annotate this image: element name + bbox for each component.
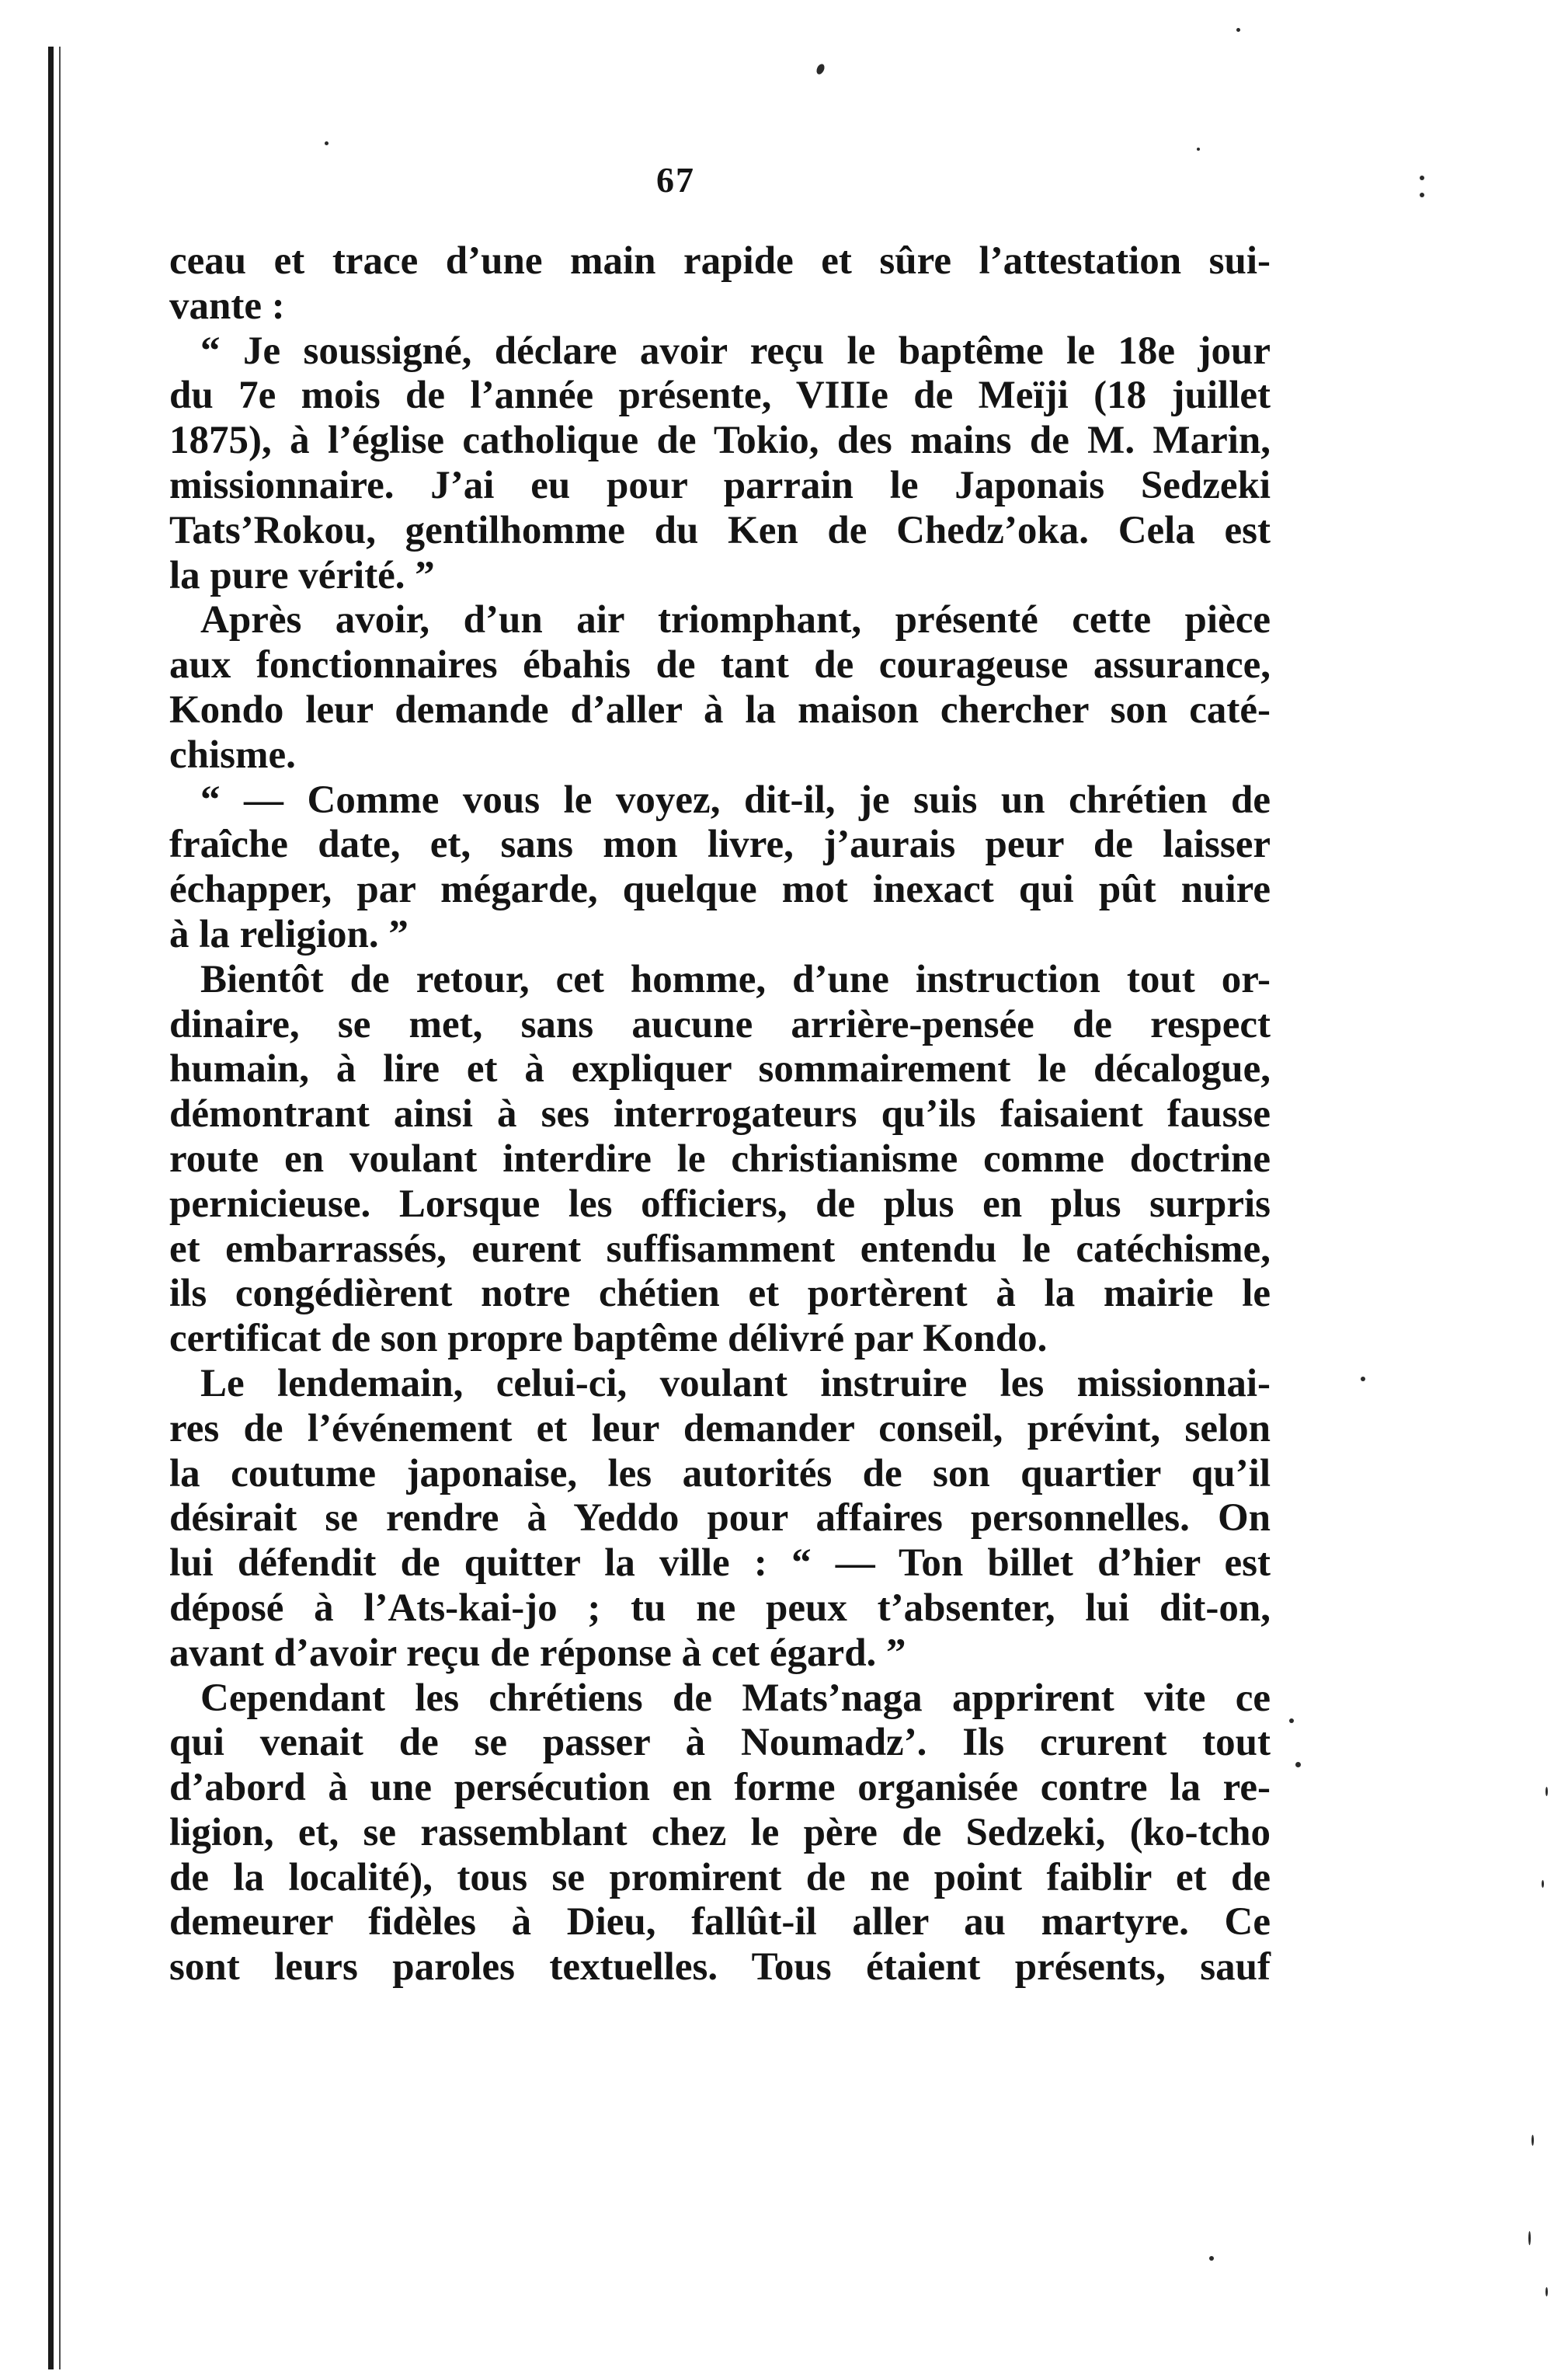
- text-line: Kondo leur demande d’aller à la maison chercher son caté-: [169, 688, 1271, 732]
- scan-speck: [1361, 1377, 1365, 1381]
- text-line: dinaire, se met, sans aucune arrière-pensée de respect: [169, 1002, 1271, 1046]
- scan-speck: [1528, 2231, 1531, 2245]
- scan-speck: [1236, 28, 1240, 32]
- text-line: “ — Comme vous le voyez, dit-il, je suis un chrétien de: [200, 778, 1271, 822]
- text-line: fraîche date, et, sans mon livre, j’aurais peur de laisser: [169, 823, 1271, 867]
- text-line: res de l’événement et leur demander conseil, prévint, selon: [169, 1406, 1271, 1450]
- scan-speck: [1295, 1762, 1301, 1767]
- text-line: à la religion. ”: [169, 912, 409, 956]
- scan-speck: [1420, 176, 1424, 180]
- binding-edge-rule-thin: [59, 47, 61, 2369]
- scan-speck: [1420, 193, 1424, 197]
- text-line: ligion, et, se rassemblant chez le père de Sedzeki, (ko-tcho: [169, 1810, 1271, 1854]
- scan-speck: [1289, 1718, 1294, 1723]
- text-line: vante :: [169, 284, 285, 328]
- text-line: échapper, par mégarde, quelque mot inexact qui pût nuire: [169, 868, 1271, 912]
- text-line: Le lendemain, celui-ci, voulant instruire les missionnai-: [200, 1361, 1271, 1405]
- text-line: pernicieuse. Lorsque les officiers, de plus en plus surpris: [169, 1182, 1271, 1226]
- text-line: d’abord à une persécution en forme organisée contre la re-: [169, 1766, 1271, 1810]
- scan-speck: [1209, 2256, 1214, 2261]
- text-line: ils congédièrent notre chétien et portèrent à la mairie le: [169, 1272, 1271, 1316]
- scan-speck: [1545, 1787, 1548, 1796]
- text-line: du 7e mois de l’année présente, VIIIe de Meïji (18 juillet: [169, 374, 1271, 418]
- text-line: de la localité), tous se promirent de ne point faiblir et de: [169, 1855, 1271, 1899]
- text-line: certificat de son propre baptême délivré par Kondo.: [169, 1317, 1048, 1361]
- scan-speck: [1531, 2135, 1534, 2146]
- text-line: Cependant les chrétiens de Mats’naga apprirent vite ce: [200, 1676, 1271, 1720]
- text-line: “ Je soussigné, déclare avoir reçu le baptême le 18e jour: [200, 329, 1271, 373]
- text-line: la coutume japonaise, les autorités de son quartier qu’il: [169, 1451, 1271, 1495]
- text-line: missionnaire. J’ai eu pour parrain le Japonais Sedzeki: [169, 463, 1271, 507]
- text-line: sont leurs paroles textuelles. Tous étaient présents, sauf: [169, 1945, 1271, 1990]
- text-line: la pure vérité. ”: [169, 553, 435, 597]
- scan-speck: [1542, 1880, 1544, 1888]
- body-text: [169, 239, 1271, 1990]
- text-line: avant d’avoir reçu de réponse à cet égard. ”: [169, 1631, 906, 1675]
- text-line: lui défendit de quitter la ville : “ — Ton billet d’hier est: [169, 1541, 1271, 1586]
- text-line: route en voulant interdire le christianisme comme doctrine: [169, 1137, 1271, 1181]
- text-line: humain, à lire et à expliquer sommairement le décalogue,: [169, 1047, 1271, 1091]
- text-line: chisme.: [169, 733, 296, 777]
- binding-edge-rule: [48, 47, 54, 2369]
- scan-speck: [815, 63, 826, 75]
- text-line: Après avoir, d’un air triomphant, présenté cette pièce: [200, 598, 1271, 642]
- scan-speck: [1197, 148, 1200, 151]
- text-line: désirait se rendre à Yeddo pour affaires personnelles. On: [169, 1496, 1271, 1541]
- scan-speck: [1545, 2287, 1548, 2296]
- text-line: aux fonctionnaires ébahis de tant de courageuse assurance,: [169, 643, 1271, 688]
- scan-speck: [325, 141, 329, 145]
- page-number: 67: [656, 160, 695, 200]
- text-line: Bientôt de retour, cet homme, d’une instruction tout or-: [200, 957, 1271, 1001]
- text-line: et embarrassés, eurent suffisamment entendu le catéchisme,: [169, 1227, 1271, 1271]
- text-line: 1875), à l’église catholique de Tokio, des mains de M. Marin,: [169, 419, 1271, 463]
- text-line: démontrant ainsi à ses interrogateurs qu’ils faisaient fausse: [169, 1092, 1271, 1137]
- text-line: déposé à l’Ats-kai-jo ; tu ne peux t’absenter, lui dit-on,: [169, 1586, 1271, 1630]
- text-line: Tats’Rokou, gentilhomme du Ken de Chedz’oka. Cela est: [169, 508, 1271, 552]
- text-line: ceau et trace d’une main rapide et sûre l’attestation sui-: [169, 239, 1271, 283]
- text-line: qui venait de se passer à Noumadz’. Ils crurent tout: [169, 1721, 1271, 1765]
- text-line: demeurer fidèles à Dieu, fallût-il aller au martyre. Ce: [169, 1900, 1271, 1944]
